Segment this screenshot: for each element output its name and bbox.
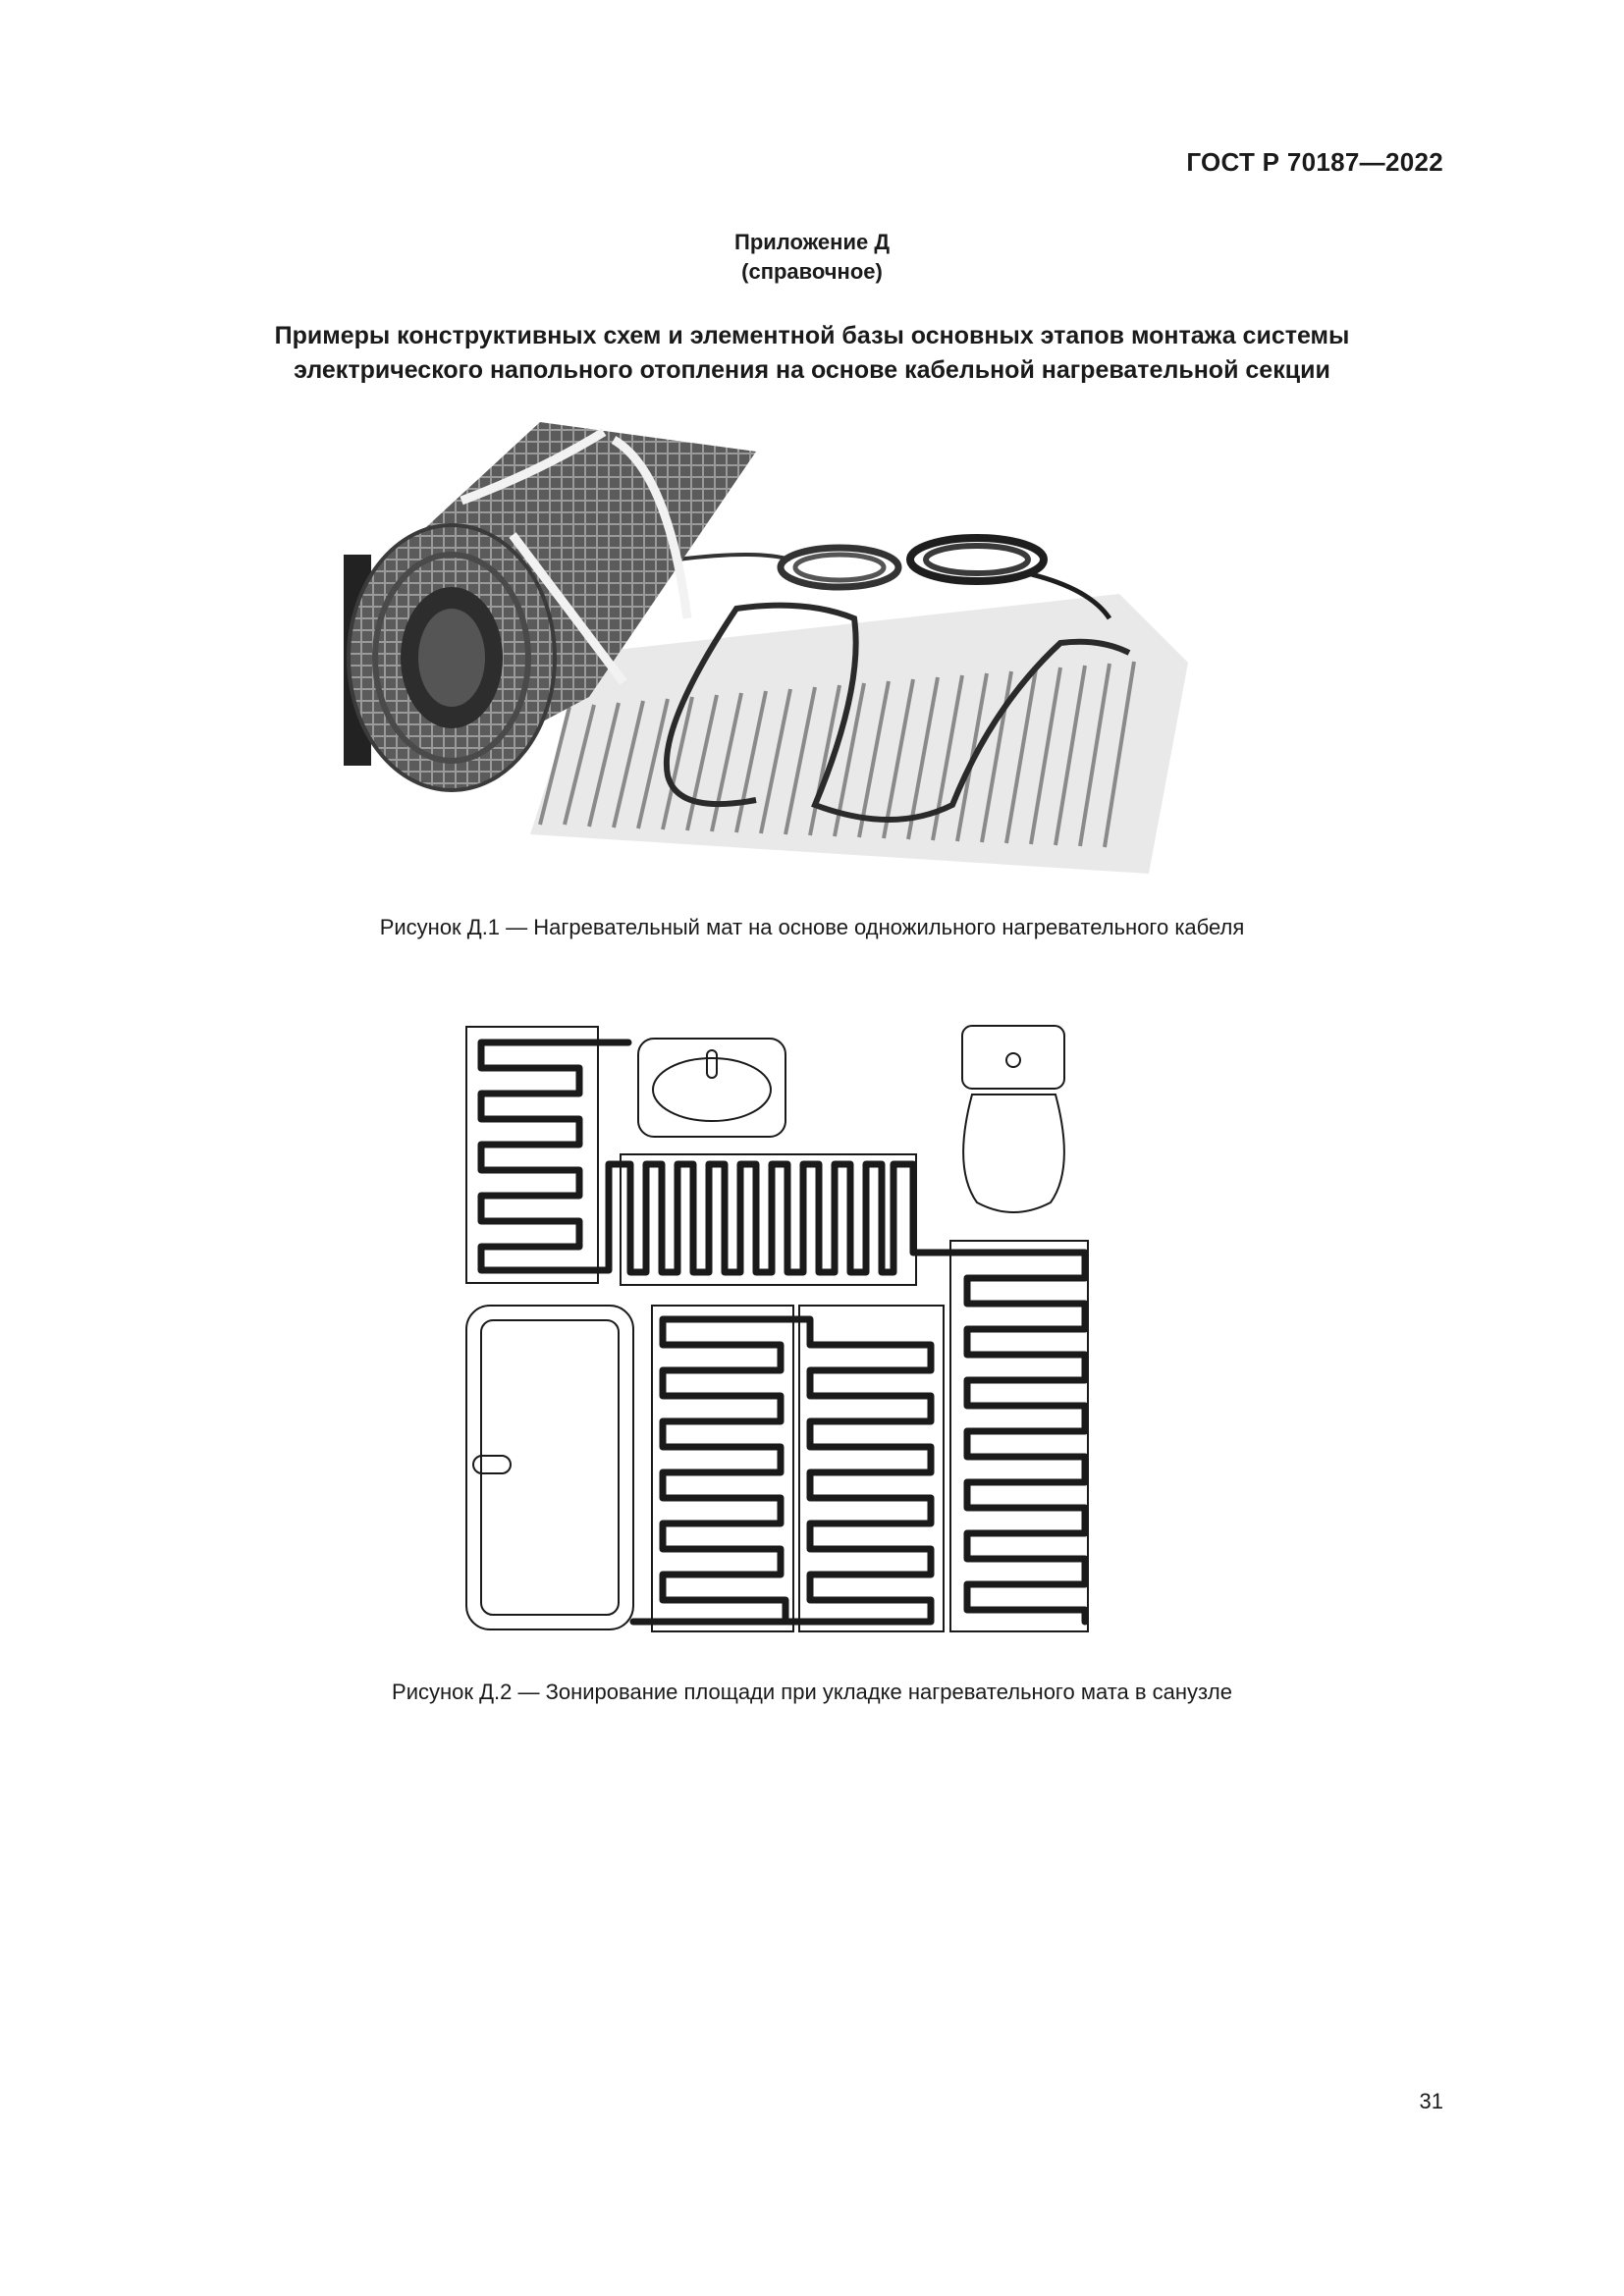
zone-bottom-1	[652, 1306, 793, 1631]
sink-fixture	[638, 1039, 785, 1137]
appendix-note: (справочное)	[741, 259, 883, 284]
section-title	[98, 319, 1526, 388]
figure-heating-mat-image	[344, 412, 1227, 874]
section-title-line-2: электрического напольного отопления на основе кабельной нагревательной секции	[294, 356, 1330, 384]
figure-bathroom-zoning-diagram	[461, 1021, 1149, 1649]
section-title-line-1: Примеры конструктивных схем и элементной базы основных этапов монтажа системы	[274, 322, 1350, 349]
toilet-fixture	[962, 1026, 1064, 1212]
figure-2-caption: Рисунок Д.2 — Зонирование площади при укладке нагревательного мата в санузле	[392, 1680, 1232, 1704]
zone-right	[950, 1241, 1088, 1631]
document-code: ГОСТ Р 70187—2022	[1186, 147, 1443, 177]
figure-1-caption: Рисунок Д.1 — Нагревательный мат на основе одножильного нагревательного кабеля	[379, 915, 1245, 939]
appendix-title: Приложение Д	[734, 230, 890, 254]
page-number: 31	[1419, 2089, 1443, 2113]
appendix-heading	[321, 228, 1303, 287]
bathtub-fixture	[466, 1306, 633, 1629]
zone-bottom-2	[799, 1306, 944, 1631]
